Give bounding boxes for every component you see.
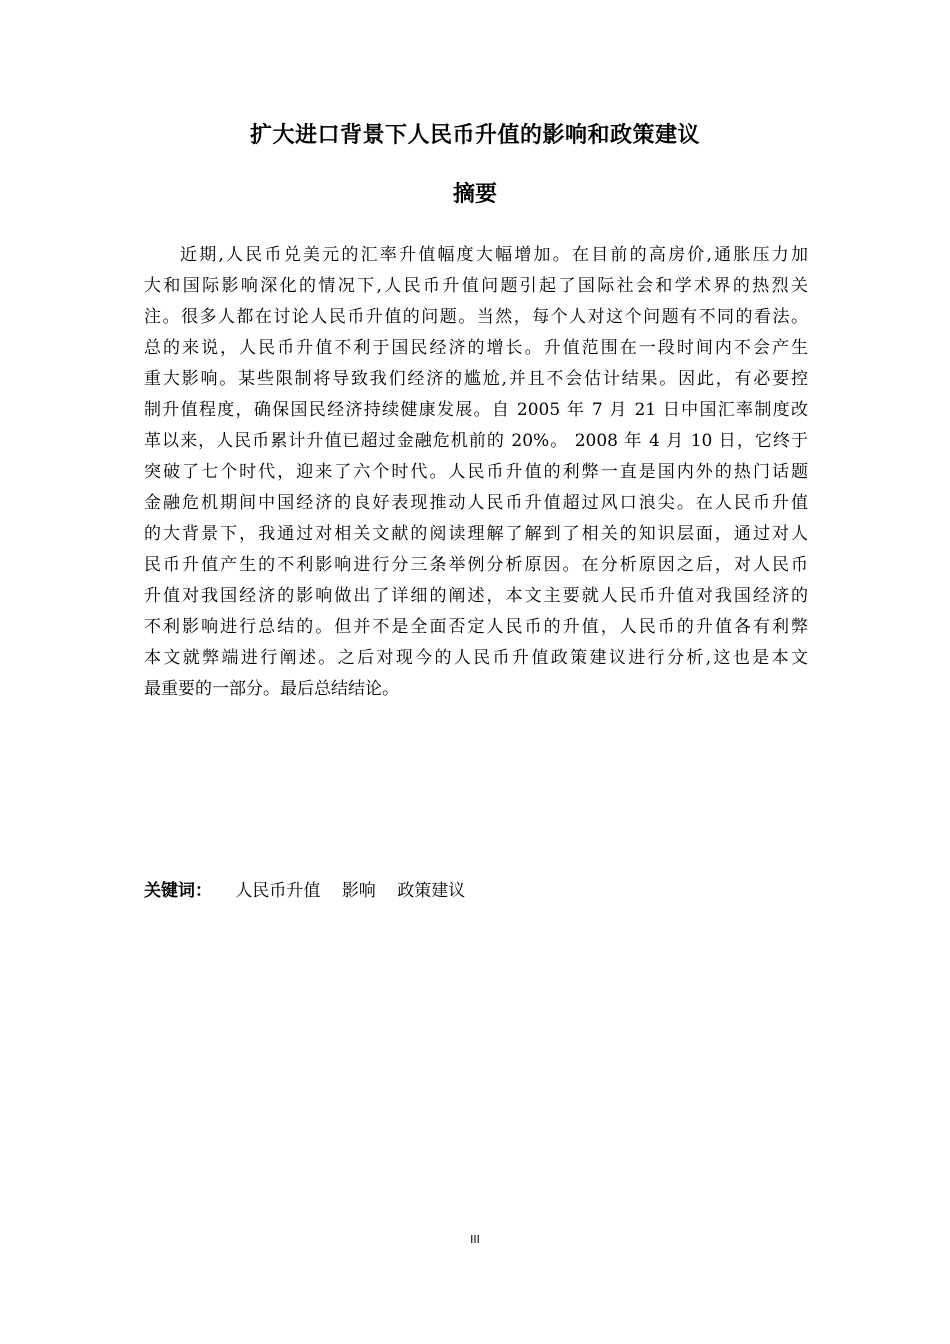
keywords-section — [144, 875, 808, 907]
keywords-label: 关键词： — [144, 881, 212, 901]
page-number: III — [470, 1233, 480, 1246]
abstract-line: 重大影响。某些限制将导致我们经济的尴尬,并且不会估计结果。因此，有必要控 — [144, 369, 808, 389]
abstract-line: 革以来，人民币累计升值已超过金融危机前的 20%。 2008 年 4 月 10 日，它终于 — [144, 431, 808, 451]
document-title: 扩大进口背景下人民币升值的影响和政策建议 — [249, 123, 700, 148]
abstract-line: 总的来说，人民币升值不利于国民经济的增长。升值范围在一段时间内不会产生 — [144, 338, 808, 358]
abstract-line: 最重要的一部分。最后总结结论。 — [144, 679, 399, 699]
abstract-line: 注。很多人都在讨论人民币升值的问题。当然，每个人对这个问题有不同的看法。 — [144, 307, 808, 327]
abstract-line: 制升值程度，确保国民经济持续健康发展。自 2005 年 7 月 21 日中国汇率制度改 — [144, 400, 808, 420]
abstract-line: 的大背景下，我通过对相关文献的阅读理解了解到了相关的知识层面，通过对人 — [144, 524, 808, 544]
keyword-item: 影响 — [341, 881, 376, 901]
abstract-body — [144, 240, 808, 705]
abstract-line: 不利影响进行总结的。但并不是全面否定人民币的升值，人民币的升值各有利弊 — [144, 617, 808, 637]
abstract-line: 本文就弊端进行阐述。之后对现今的人民币升值政策建议进行分析,这也是本文 — [144, 648, 808, 668]
keyword-item: 政策建议 — [397, 881, 466, 901]
abstract-heading: 摘要 — [452, 182, 497, 207]
abstract-line: 升值对我国经济的影响做出了详细的阐述，本文主要就人民币升值对我国经济的 — [144, 586, 808, 606]
abstract-line: 民币升值产生的不利影响进行分三条举例分析原因。在分析原因之后，对人民币 — [144, 555, 808, 575]
abstract-line: 近期,人民币兑美元的汇率升值幅度大幅增加。在目前的高房价,通胀压力加 — [180, 245, 808, 265]
abstract-line: 大和国际影响深化的情况下,人民币升值问题引起了国际社会和学术界的热烈关 — [144, 276, 808, 296]
abstract-line: 金融危机期间中国经济的良好表现推动人民币升值超过风口浪尖。在人民币升值 — [144, 493, 808, 513]
keyword-item: 人民币升值 — [235, 881, 321, 901]
abstract-line: 突破了七个时代，迎来了六个时代。人民币升值的利弊一直是国内外的热门话题 — [144, 462, 808, 482]
